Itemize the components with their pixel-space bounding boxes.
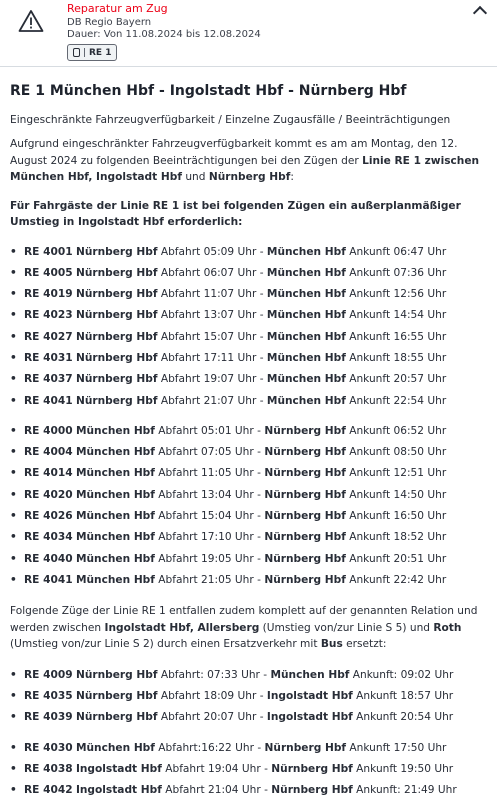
train-arr: Ankunft 20:57 Uhr [349,373,447,386]
train-to: Nürnberg Hbf [264,531,346,544]
operator-name: DB Regio Bayern [67,17,152,28]
train-dep: Abfahrt 07:05 Uhr - [158,446,261,459]
train-to: München Hbf [266,266,346,279]
train-to: Nürnberg Hbf [264,552,346,565]
train-list-bus-north [10,738,487,802]
train-arr: Ankunft 14:54 Uhr [349,309,447,322]
train-from: Nürnberg Hbf [75,373,158,386]
train-dep: Abfahrt 18:09 Uhr - [160,690,264,703]
train-from: Nürnberg Hbf [75,288,158,301]
train-to: Nürnberg Hbf [264,424,346,437]
train-item [10,391,487,412]
train-dep: Abfahrt 06:07 Uhr - [160,266,264,279]
train-item [10,442,487,463]
train-item [10,485,487,506]
train-dep: Abfahrt 19:04 Uhr - [165,762,268,775]
train-from: Nürnberg Hbf [75,245,158,258]
train-from: Ingolstadt Hbf [75,762,162,775]
train-dep: Abfahrt 05:09 Uhr - [160,245,264,258]
train-train: RE 4041 [24,573,73,586]
train-to: Nürnberg Hbf [264,488,346,501]
train-to: München Hbf [266,288,346,301]
train-train: RE 4040 [24,552,73,565]
train-from: München Hbf [75,573,155,586]
train-from: München Hbf [75,741,155,754]
train-dep: Abfahrt 19:07 Uhr - [160,373,264,386]
train-dep: Abfahrt 13:04 Uhr - [158,488,261,501]
train-dep: Abfahrt 21:05 Uhr - [158,573,261,586]
train-to: Nürnberg Hbf [264,467,346,480]
train-dep: Abfahrt 21:04 Uhr - [165,784,268,797]
train-item [10,263,487,284]
train-dep: Abfahrt 13:07 Uhr - [160,309,264,322]
train-train: RE 4014 [24,467,73,480]
train-from: Nürnberg Hbf [75,351,158,364]
train-to: München Hbf [266,245,346,258]
train-train: RE 4035 [24,690,73,703]
train-to: Nürnberg Hbf [264,446,346,459]
train-arr: Ankunft 08:50 Uhr [349,446,447,459]
train-dep: Abfahrt 15:04 Uhr - [158,510,261,523]
train-to: München Hbf [266,330,346,343]
train-item [10,665,487,686]
train-to: Nürnberg Hbf [271,762,353,775]
train-train: RE 4042 [24,784,73,797]
card-header[interactable] [0,0,497,67]
train-item [10,348,487,369]
train-item [10,305,487,326]
train-from: München Hbf [75,488,155,501]
train-arr: Ankunft 12:56 Uhr [349,288,447,301]
train-from: München Hbf [75,510,155,523]
train-from: Nürnberg Hbf [75,711,158,724]
train-item [10,759,487,780]
train-train: RE 4034 [24,531,73,544]
train-train: RE 4009 [24,668,73,681]
train-item [10,527,487,548]
train-dep: Abfahrt 15:07 Uhr - [160,330,264,343]
train-from: München Hbf [75,446,155,459]
train-train: RE 4039 [24,711,73,724]
train-to: Nürnberg Hbf [264,510,346,523]
train-item [10,707,487,728]
train-item [10,738,487,759]
train-from: Nürnberg Hbf [75,266,158,279]
train-to: Nürnberg Hbf [264,741,347,754]
train-dep: Abfahrt 20:07 Uhr - [160,711,264,724]
warning-icon [18,9,44,33]
train-train: RE 4004 [24,446,73,459]
train-train: RE 4023 [24,309,73,322]
train-dep: Abfahrt 17:10 Uhr - [158,531,261,544]
train-arr: Ankunft 19:50 Uhr [356,762,454,775]
train-item [10,327,487,348]
train-from: Ingolstadt Hbf [75,784,162,797]
train-from: München Hbf [75,531,155,544]
train-train: RE 4001 [24,245,73,258]
train-train: RE 4031 [24,351,73,364]
train-icon [73,48,80,57]
chevron-up-icon[interactable] [473,6,487,20]
train-item [10,780,487,801]
card-body [0,82,497,802]
train-dep: Abfahrt:16:22 Uhr - [158,741,262,754]
train-from: München Hbf [75,467,155,480]
train-item [10,284,487,305]
train-arr: Ankunft: 09:02 Uhr [352,668,454,681]
train-from: Nürnberg Hbf [75,668,158,681]
train-train: RE 4030 [24,741,73,754]
train-item [10,421,487,442]
train-train: RE 4020 [24,488,73,501]
train-arr: Ankunft 07:36 Uhr [349,266,447,279]
replacement-paragraph: Folgende Züge der Linie RE 1 entfallen zudem komplett auf der genannten Relation und werden zwischen Ingolstadt Hbf, Allersberg (Umstieg von/zur Linie S 5) und Roth (Umstieg von/zur Linie S 2) durch einen Ersatzverkehr mit Bus ersetzt: [10,605,478,651]
train-to: Ingolstadt Hbf [266,711,353,724]
train-arr: Ankunft 18:57 Uhr [356,690,454,703]
train-arr: Ankunft 22:42 Uhr [349,573,447,586]
train-dep: Abfahrt 05:01 Uhr - [158,424,261,437]
train-list-umstieg-south [10,242,487,412]
train-arr: Ankunft 22:54 Uhr [349,394,447,407]
line-label: RE 1 [89,47,112,58]
train-item [10,570,487,591]
train-arr: Ankunft 06:52 Uhr [349,424,447,437]
train-from: München Hbf [75,552,155,565]
train-to: München Hbf [266,351,346,364]
train-train: RE 4000 [24,424,73,437]
train-from: München Hbf [75,424,155,437]
train-to: München Hbf [266,394,346,407]
train-arr: Ankunft: 21:49 Uhr [356,784,457,797]
train-to: Nürnberg Hbf [264,573,346,586]
train-train: RE 4005 [24,266,73,279]
train-from: Nürnberg Hbf [75,330,158,343]
line-badge [67,44,117,61]
train-from: Nürnberg Hbf [75,690,158,703]
train-arr: Ankunft 06:47 Uhr [349,245,447,258]
train-dep: Abfahrt: 07:33 Uhr - [160,668,268,681]
disruption-type: Reparatur am Zug [67,2,168,15]
train-item [10,369,487,390]
train-item [10,463,487,484]
train-arr: Ankunft 16:55 Uhr [349,330,447,343]
train-list-umstieg-north [10,421,487,591]
train-arr: Ankunft 20:54 Uhr [356,711,454,724]
train-train: RE 4038 [24,762,73,775]
umstieg-heading: Für Fahrgäste der Linie RE 1 ist bei folgenden Zügen ein außerplanmäßiger Umstieg in Ingolstadt Hbf erforderlich: [10,199,461,228]
train-arr: Ankunft 18:55 Uhr [349,351,447,364]
train-item [10,506,487,527]
train-arr: Ankunft 20:51 Uhr [349,552,447,565]
train-dep: Abfahrt 11:07 Uhr - [160,288,264,301]
train-dep: Abfahrt 17:11 Uhr - [160,351,264,364]
train-item [10,549,487,570]
disruption-subtitle: Eingeschränkte Fahrzeugverfügbarkeit / Einzelne Zugausfälle / Beeinträchtigungen [10,114,451,126]
train-dep: Abfahrt 19:05 Uhr - [158,552,261,565]
train-arr: Ankunft 14:50 Uhr [349,488,447,501]
train-train: RE 4027 [24,330,73,343]
train-train: RE 4019 [24,288,73,301]
train-from: Nürnberg Hbf [75,309,158,322]
train-arr: Ankunft 16:50 Uhr [349,510,447,523]
train-dep: Abfahrt 21:07 Uhr - [160,394,264,407]
train-train: RE 4037 [24,373,73,386]
train-to: Ingolstadt Hbf [266,690,353,703]
train-to: München Hbf [266,373,346,386]
badge-divider [84,48,85,57]
train-list-bus-south [10,665,487,729]
train-to: Nürnberg Hbf [271,784,353,797]
train-dep: Abfahrt 11:05 Uhr - [158,467,261,480]
train-to: München Hbf [270,668,350,681]
validity-period: Dauer: Von 11.08.2024 bis 12.08.2024 [67,29,261,40]
train-from: Nürnberg Hbf [75,394,158,407]
train-arr: Ankunft 18:52 Uhr [349,531,447,544]
train-item [10,242,487,263]
train-train: RE 4026 [24,510,73,523]
page-title: RE 1 München Hbf - Ingolstadt Hbf - Nürnberg Hbf [10,83,407,99]
train-to: München Hbf [266,309,346,322]
train-arr: Ankunft 12:51 Uhr [349,467,447,480]
train-arr: Ankunft 17:50 Uhr [349,741,447,754]
train-train: RE 4041 [24,394,73,407]
intro-paragraph: Aufgrund eingeschränkter Fahrzeugverfügbarkeit kommt es am am Montag, den 12. August 2024 zu folgenden Beeinträchtigungen bei den Zügen der Linie RE 1 zwischen München Hbf, Ingolstadt Hbf und Nürnberg Hbf: [10,138,480,183]
train-item [10,686,487,707]
